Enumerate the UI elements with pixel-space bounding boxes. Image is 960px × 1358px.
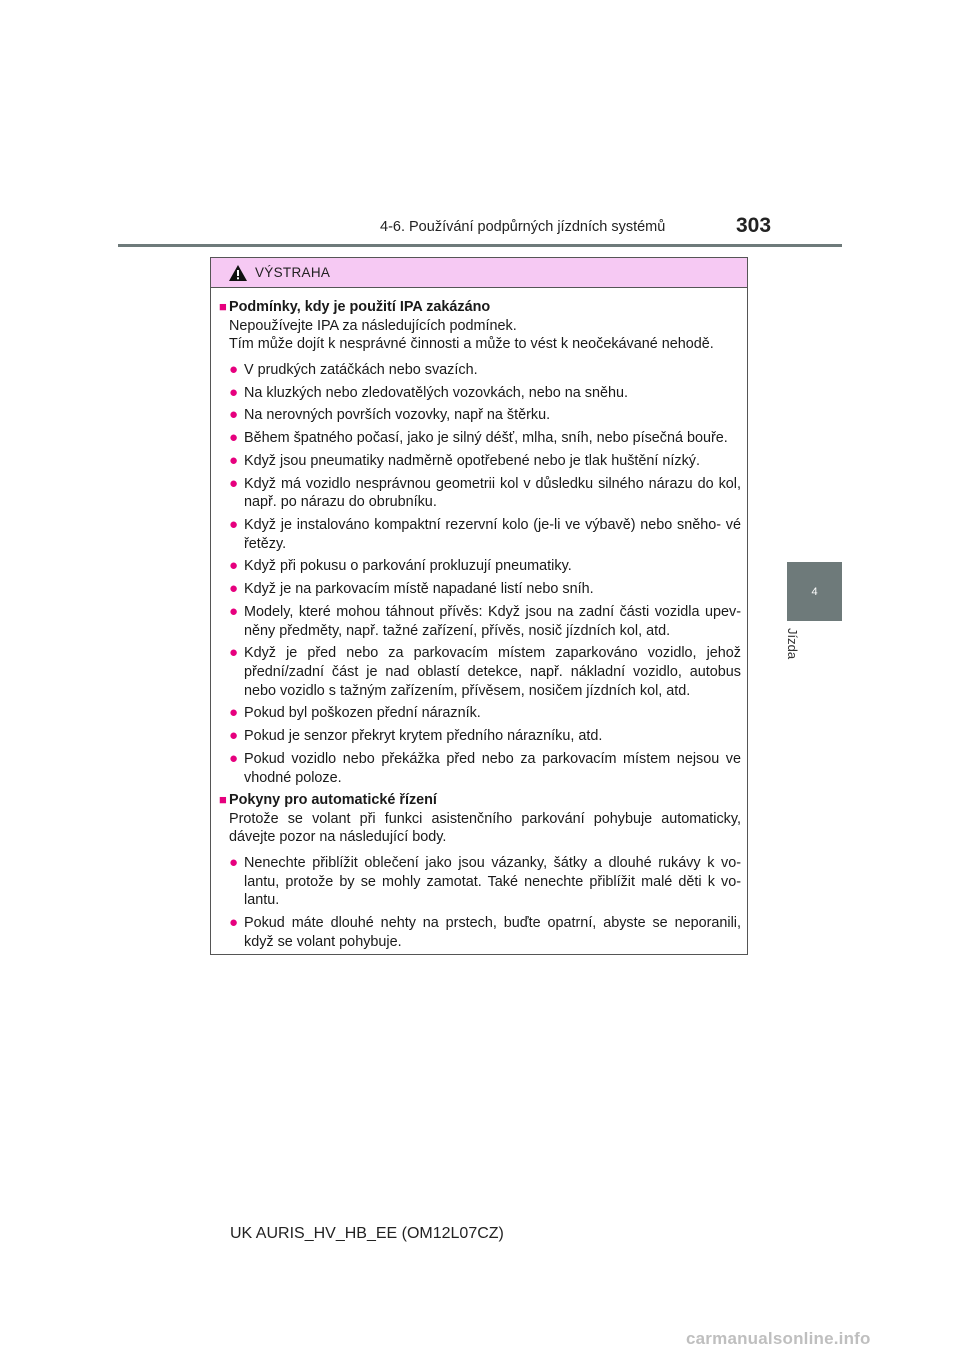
- list-item-text: Pokud máte dlouhé nehty na prstech, buďte opatrní, abyste se neporanili, když se volant pohybuje.: [244, 915, 741, 950]
- section-heading-text: Pokyny pro automatické řízení: [229, 792, 437, 809]
- circle-bullet-icon: ●: [229, 516, 239, 534]
- warning-triangle-icon: [228, 264, 248, 282]
- list-item-text: Když má vozidlo nesprávnou geometrii kol v důsledku silného nárazu do kol, např. po nárazu do obrubníku.: [244, 475, 741, 511]
- circle-bullet-icon: ●: [229, 429, 239, 447]
- list-item-text: Když je instalováno kompaktní rezervní kolo (je-li ve výbavě) nebo sněho- vé řetězy.: [244, 517, 741, 552]
- warning-title: VÝSTRAHA: [255, 265, 331, 280]
- section-heading: [219, 298, 741, 317]
- section-heading-text: Podmínky, kdy je použití IPA zakázáno: [229, 299, 491, 315]
- circle-bullet-icon: ●: [229, 749, 239, 767]
- circle-bullet-icon: ●: [229, 383, 239, 401]
- warning-header: [211, 258, 747, 288]
- section-heading: [219, 791, 741, 810]
- square-bullet-icon: ■: [219, 792, 227, 808]
- list-item-text: Když při pokusu o parkování prokluzují pneumatiky.: [244, 558, 572, 575]
- list-item-text: Modely, které mohou táhnout přívěs: Když jsou na zadní části vozidla upev- něny předměty, např. tažné zařízení, přívěs, nosič jízdních kol, atd.: [244, 604, 741, 639]
- page-number: 303: [736, 214, 772, 237]
- list-item: [229, 475, 741, 512]
- header-rule: [118, 244, 842, 247]
- list-item: [229, 644, 741, 700]
- list-item: [229, 854, 741, 910]
- list-item-text: Na kluzkých nebo zledovatělých vozovkách, nebo na sněhu.: [244, 384, 628, 401]
- circle-bullet-icon: ●: [229, 914, 239, 932]
- list-item: [229, 704, 741, 723]
- bullet-list: [219, 854, 741, 951]
- list-item: [229, 750, 741, 787]
- circle-bullet-icon: ●: [229, 704, 239, 722]
- warning-body: [211, 288, 747, 951]
- warning-section: [219, 298, 741, 787]
- intro-line: Tím může dojít k nesprávné činnosti a může to vést k neočekávané nehodě.: [229, 336, 714, 353]
- list-item: [229, 914, 741, 951]
- section-intro: [219, 317, 741, 354]
- circle-bullet-icon: ●: [229, 727, 239, 745]
- list-item: [229, 361, 741, 380]
- circle-bullet-icon: ●: [229, 557, 239, 575]
- list-item: [229, 384, 741, 403]
- list-item: [229, 603, 741, 640]
- circle-bullet-icon: ●: [229, 406, 239, 424]
- circle-bullet-icon: ●: [229, 603, 239, 620]
- list-item-text: Pokud byl poškozen přední nárazník.: [244, 705, 481, 722]
- bullet-list: [219, 361, 741, 787]
- chapter-label: Jízda: [785, 628, 800, 660]
- section-intro: [219, 810, 741, 847]
- intro-line: Protože se volant při funkci asistenčního parkování pohybuje automaticky, dávejte pozor na následující body.: [229, 810, 741, 846]
- warning-box: [210, 257, 748, 955]
- list-item-text: V prudkých zatáčkách nebo svazích.: [244, 361, 478, 378]
- list-item-text: Pokud je senzor překryt krytem předního nárazníku, atd.: [244, 728, 603, 745]
- list-item-text: Když je na parkovacím místě napadané listí nebo sníh.: [244, 581, 594, 598]
- chapter-number: 4: [811, 585, 818, 598]
- section-title: 4-6. Používání podpůrných jízdních systémů: [380, 219, 666, 235]
- list-item: [229, 557, 741, 576]
- intro-line: Nepoužívejte IPA za následujících podmínek.: [229, 317, 517, 334]
- circle-bullet-icon: ●: [229, 854, 239, 872]
- list-item: [229, 580, 741, 599]
- list-item-text: Nenechte přiblížit oblečení jako jsou vázanky, šátky a dlouhé rukávy k vo- lantu, protože by se mohly zamotat. Také nenechte přiblížit malé děti k vo- lantu.: [244, 855, 741, 909]
- list-item-text: Na nerovných površích vozovky, např na štěrku.: [244, 407, 551, 424]
- list-item-text: Pokud vozidlo nebo překážka před nebo za parkovacím místem nejsou ve vhodné poloze.: [244, 750, 741, 786]
- circle-bullet-icon: ●: [229, 360, 239, 378]
- circle-bullet-icon: ●: [229, 644, 239, 662]
- manual-code: UK AURIS_HV_HB_EE (OM12L07CZ): [230, 1225, 504, 1242]
- list-item-text: Když jsou pneumatiky nadměrně opotřebené nebo je tlak huštění nízký.: [244, 452, 700, 469]
- list-item-text: Když je před nebo za parkovacím místem zaparkováno vozidlo, jehož přední/zadní část je nad oblastí detekce, např. nákladní vozidlo, autobus nebo vozidlo s tažným zařízením, přívěsem, nosičem jízdních kol, atd.: [244, 645, 741, 699]
- circle-bullet-icon: ●: [229, 474, 239, 492]
- chapter-tab: [787, 562, 842, 621]
- watermark: carmanualsonline.info: [686, 1329, 871, 1348]
- list-item: [229, 429, 741, 448]
- list-item: [229, 516, 741, 553]
- warning-section: [219, 791, 741, 951]
- circle-bullet-icon: ●: [229, 451, 239, 469]
- circle-bullet-icon: ●: [229, 580, 239, 598]
- list-item: [229, 727, 741, 746]
- list-item: [229, 406, 741, 425]
- square-bullet-icon: ■: [219, 299, 227, 314]
- list-item-text: Během špatného počasí, jako je silný déšť, mlha, sníh, nebo písečná bouře.: [244, 430, 728, 447]
- list-item: [229, 452, 741, 471]
